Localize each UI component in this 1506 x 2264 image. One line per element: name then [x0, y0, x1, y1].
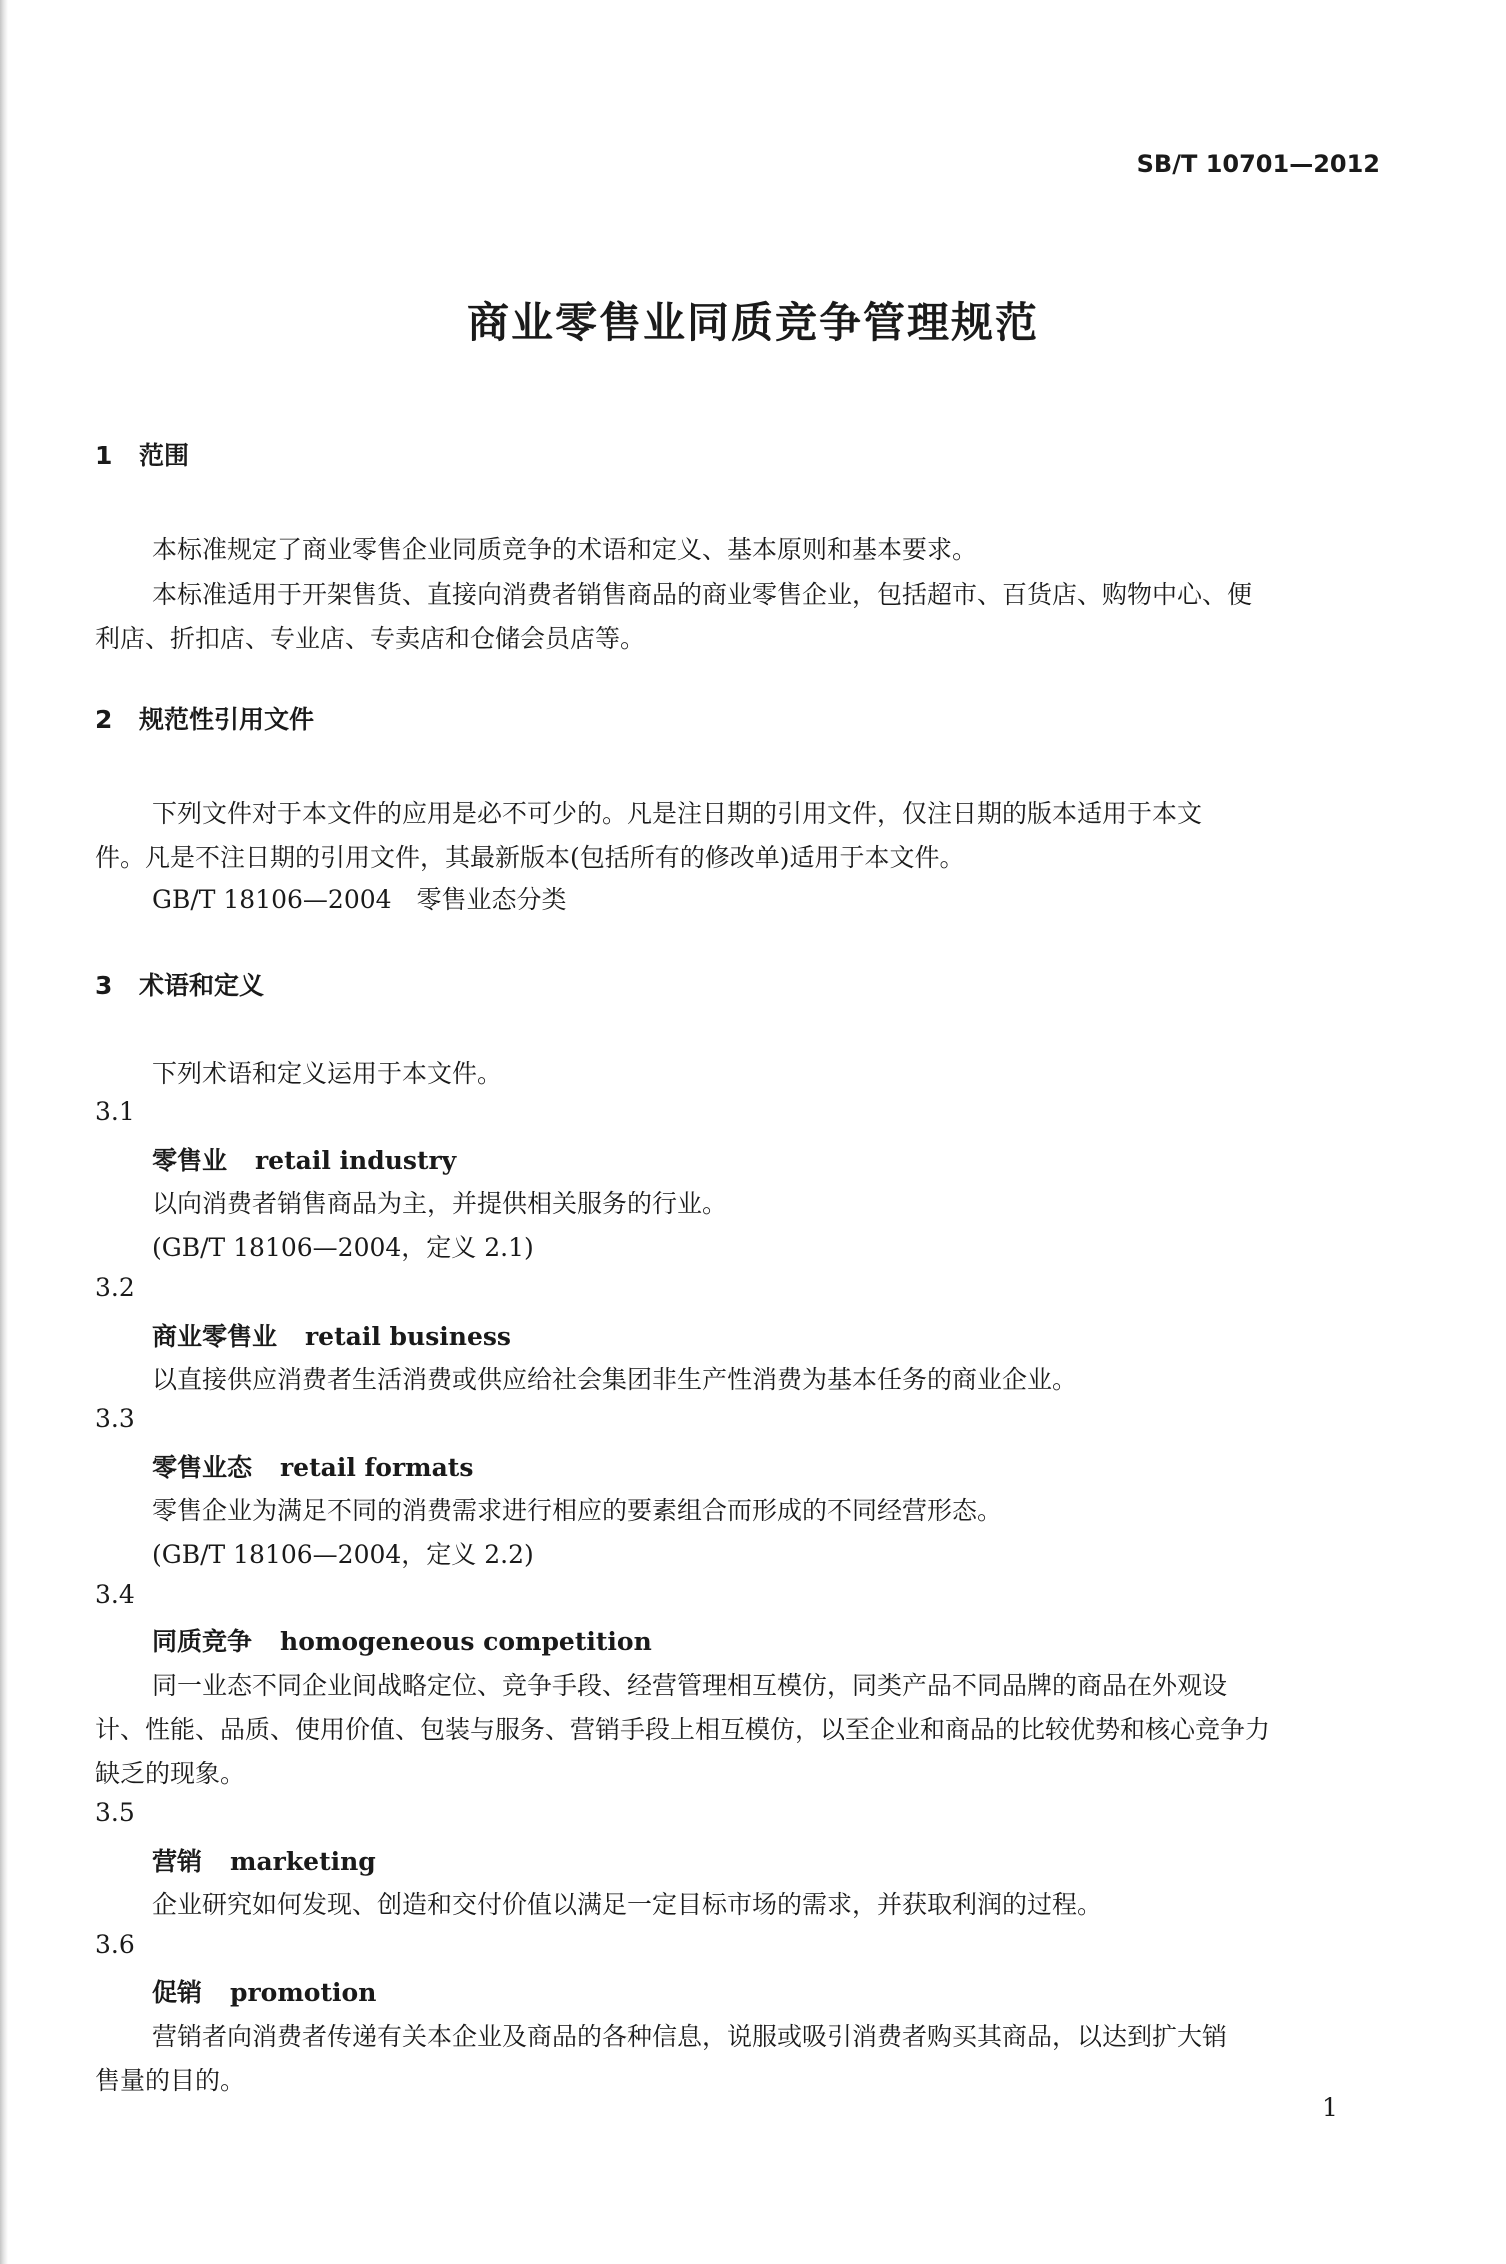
term-number: 3.2: [95, 1273, 135, 1302]
term-number: 3.5: [95, 1798, 135, 1827]
term-cn: 商业零售业: [152, 1322, 278, 1351]
term-cn: 零售业态: [152, 1453, 253, 1482]
paragraph-continuation: 利店、折扣店、专业店、专卖店和仓储会员店等。: [95, 624, 646, 653]
term-number: 3.3: [95, 1404, 135, 1433]
term-number: 3.6: [95, 1930, 135, 1959]
term-definition: 零售企业为满足不同的消费需求进行相应的要素组合而形成的不同经营形态。: [152, 1496, 1003, 1525]
page-number: 1: [1322, 2093, 1338, 2122]
term-en: retail business: [305, 1322, 511, 1351]
section-heading-3: [95, 966, 264, 1002]
term-definition: 以直接供应消费者生活消费或供应给社会集团非生产性消费为基本任务的商业企业。: [152, 1365, 1078, 1394]
term-source: (GB/T 18106—2004，定义 2.1): [152, 1233, 534, 1262]
term-heading: [152, 1141, 456, 1177]
section-number: 3: [95, 971, 113, 1000]
paragraph: 本标准规定了商业零售企业同质竞争的术语和定义、基本原则和基本要求。: [152, 535, 978, 564]
term-en: marketing: [230, 1847, 376, 1876]
term-en: retail formats: [280, 1453, 474, 1482]
page-title: 商业零售业同质竞争管理规范: [466, 298, 1039, 347]
term-definition-continuation: 计、性能、品质、使用价值、包装与服务、营销手段上相互模仿，以至企业和商品的比较优势和核心竞争力: [95, 1715, 1271, 1744]
section-number: 1: [95, 441, 113, 470]
term-en: retail industry: [255, 1146, 457, 1175]
term-heading: [152, 1448, 473, 1484]
section-heading-1: [95, 436, 189, 472]
term-heading: [152, 1973, 376, 2009]
paragraph-continuation: 件。凡是不注日期的引用文件，其最新版本(包括所有的修改单)适用于本文件。: [95, 843, 965, 872]
section-title: 规范性引用文件: [139, 705, 315, 734]
term-heading: [152, 1317, 511, 1353]
term-en: homogeneous competition: [280, 1627, 652, 1656]
paragraph: 下列术语和定义运用于本文件。: [152, 1059, 503, 1088]
section-title: 术语和定义: [139, 971, 265, 1000]
paragraph: 下列文件对于本文件的应用是必不可少的。凡是注日期的引用文件，仅注日期的版本适用于本文: [152, 799, 1203, 828]
term-definition: 同一业态不同企业间战略定位、竞争手段、经营管理相互模仿，同类产品不同品牌的商品在外观设: [152, 1671, 1228, 1700]
section-title: 范围: [139, 441, 190, 470]
term-definition-continuation: 缺乏的现象。: [95, 1759, 246, 1788]
normative-reference: GB/T 18106—2004 零售业态分类: [152, 885, 567, 914]
term-definition-continuation: 售量的目的。: [95, 2066, 246, 2095]
term-en: promotion: [230, 1978, 377, 2007]
term-cn: 促销: [152, 1978, 203, 2007]
term-source: (GB/T 18106—2004，定义 2.2): [152, 1540, 534, 1569]
term-number: 3.1: [95, 1097, 135, 1126]
term-heading: [152, 1842, 376, 1878]
term-cn: 营销: [152, 1847, 203, 1876]
term-definition: 以向消费者销售商品为主，并提供相关服务的行业。: [152, 1189, 728, 1218]
term-definition: 营销者向消费者传递有关本企业及商品的各种信息，说服或吸引消费者购买其商品，以达到扩大销: [152, 2022, 1228, 2051]
term-definition: 企业研究如何发现、创造和交付价值以满足一定目标市场的需求，并获取利润的过程。: [152, 1890, 1103, 1919]
paragraph: 本标准适用于开架售货、直接向消费者销售商品的商业零售企业，包括超市、百货店、购物中心、便: [152, 580, 1253, 609]
term-cn: 同质竞争: [152, 1627, 253, 1656]
term-cn: 零售业: [152, 1146, 228, 1175]
section-number: 2: [95, 705, 113, 734]
term-heading: [152, 1622, 652, 1658]
term-number: 3.4: [95, 1580, 135, 1609]
standard-code: SB/T 10701—2012: [1136, 150, 1380, 178]
section-heading-2: [95, 700, 314, 736]
